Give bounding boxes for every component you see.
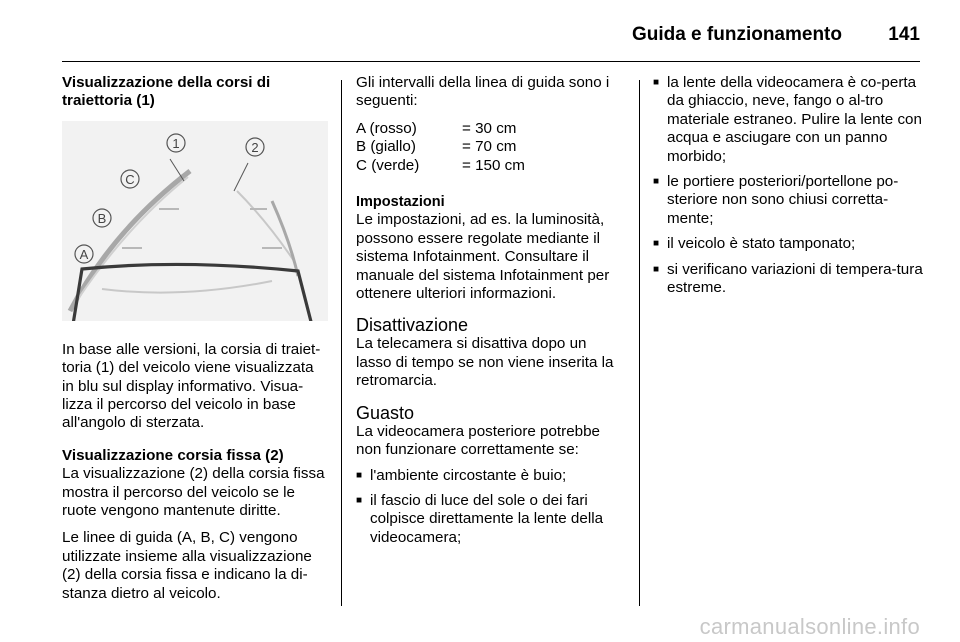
header-title: Guida e funzionamento [631, 24, 842, 45]
distance-value: = 30 cm [462, 119, 517, 137]
list-item [653, 235, 923, 253]
watermark: carmanualsonline.info [699, 614, 920, 639]
list-item [653, 74, 923, 166]
distance-row [356, 157, 626, 175]
distance-label: A (rosso) [356, 119, 417, 137]
guide-label-b: B [97, 210, 107, 226]
bullet-square-icon: ■ [653, 176, 660, 188]
fault-heading: Guasto [356, 402, 415, 423]
list-item-text: l'ambiente circostante è buio; [370, 466, 567, 484]
distances-intro: Gli intervalli della linea di guida sono i seguenti: [356, 74, 610, 110]
bullet-square-icon: ■ [653, 238, 660, 250]
distance-value: = 150 cm [462, 156, 525, 174]
distance-value: = 70 cm [462, 138, 517, 156]
column-3 [653, 74, 923, 304]
column-divider-1 [341, 80, 342, 606]
distance-row [356, 120, 626, 138]
trajectory-description: In base alle versioni, la corsia di traiet-toria (1) del veicolo viene visualizzata in blu sul display informativo. Visua-lizza il percorso del veicolo in base all'angolo di sterzata. [62, 340, 321, 432]
column-2 [356, 74, 626, 554]
page-header [62, 18, 920, 62]
fault-text: La videocamera posteriore potrebbe non funzionare correttamente se: [356, 422, 600, 459]
distance-label: C (verde) [356, 156, 420, 174]
list-item-text: si verificano variazioni di tempera-tura estreme. [667, 260, 923, 297]
section-heading-trajectory: Visualizzazione della corsi di traiettoria (1) [62, 74, 271, 110]
list-item-text: la lente della videocamera è co-perta da ghiaccio, neve, fango o al-tro materiale estraneo. Pulire la lente con acqua e asciugare con un panno morbido; [667, 74, 922, 165]
fixed-lane-description: La visualizzazione (2) della corsia fissa mostra il percorso del veicolo se le ruote vengono mantenute diritte. [62, 465, 325, 520]
distance-row [356, 138, 626, 156]
section-heading-fixed-lane: Visualizzazione corsia fissa (2) [62, 446, 284, 464]
list-item [653, 173, 923, 228]
callout-1-label: 1 [172, 135, 180, 151]
list-item-text: le portiere posteriori/portellone po-steriore non sono chiusi corretta-mente; [667, 173, 899, 227]
guide-lines-illustration [62, 121, 328, 321]
bullet-square-icon: ■ [356, 494, 363, 506]
guide-lines-description: Le linee di guida (A, B, C) vengono utilizzate insieme alla visualizzazione (2) della corsia fissa e indicano la di-stanza dietro al veicolo. [62, 529, 312, 602]
camera-guide-figure [62, 121, 328, 321]
deactivation-text: La telecamera si disattiva dopo un lasso di tempo se non viene inserita la retromarcia. [356, 335, 614, 390]
list-item [356, 492, 626, 547]
bullet-square-icon: ■ [653, 77, 660, 88]
guide-label-c: C [125, 171, 135, 187]
bullet-square-icon: ■ [653, 263, 660, 275]
column-divider-2 [639, 80, 640, 606]
callout-2-label: 2 [251, 139, 259, 155]
deactivation-heading: Disattivazione [356, 315, 469, 336]
page-number: 141 [888, 24, 920, 45]
bullet-square-icon: ■ [356, 469, 363, 481]
guide-label-a: A [79, 246, 89, 262]
distances-table [356, 120, 626, 175]
settings-text: Le impostazioni, ad es. la luminosità, possono essere regolate mediante il sistema Infotainment. Consultare il manuale del sistema Infotainment per ottenere ulteriori informazioni. [356, 211, 610, 303]
distance-label: B (giallo) [356, 138, 416, 156]
list-item [653, 261, 923, 298]
list-item-text: il veicolo è stato tamponato; [667, 235, 856, 253]
list-item [356, 467, 626, 485]
settings-heading: Impostazioni [356, 194, 445, 211]
list-item-text: il fascio di luce del sole o dei fari colpisce direttamente la lente della videocamera; [370, 491, 604, 546]
column-1 [62, 74, 328, 603]
